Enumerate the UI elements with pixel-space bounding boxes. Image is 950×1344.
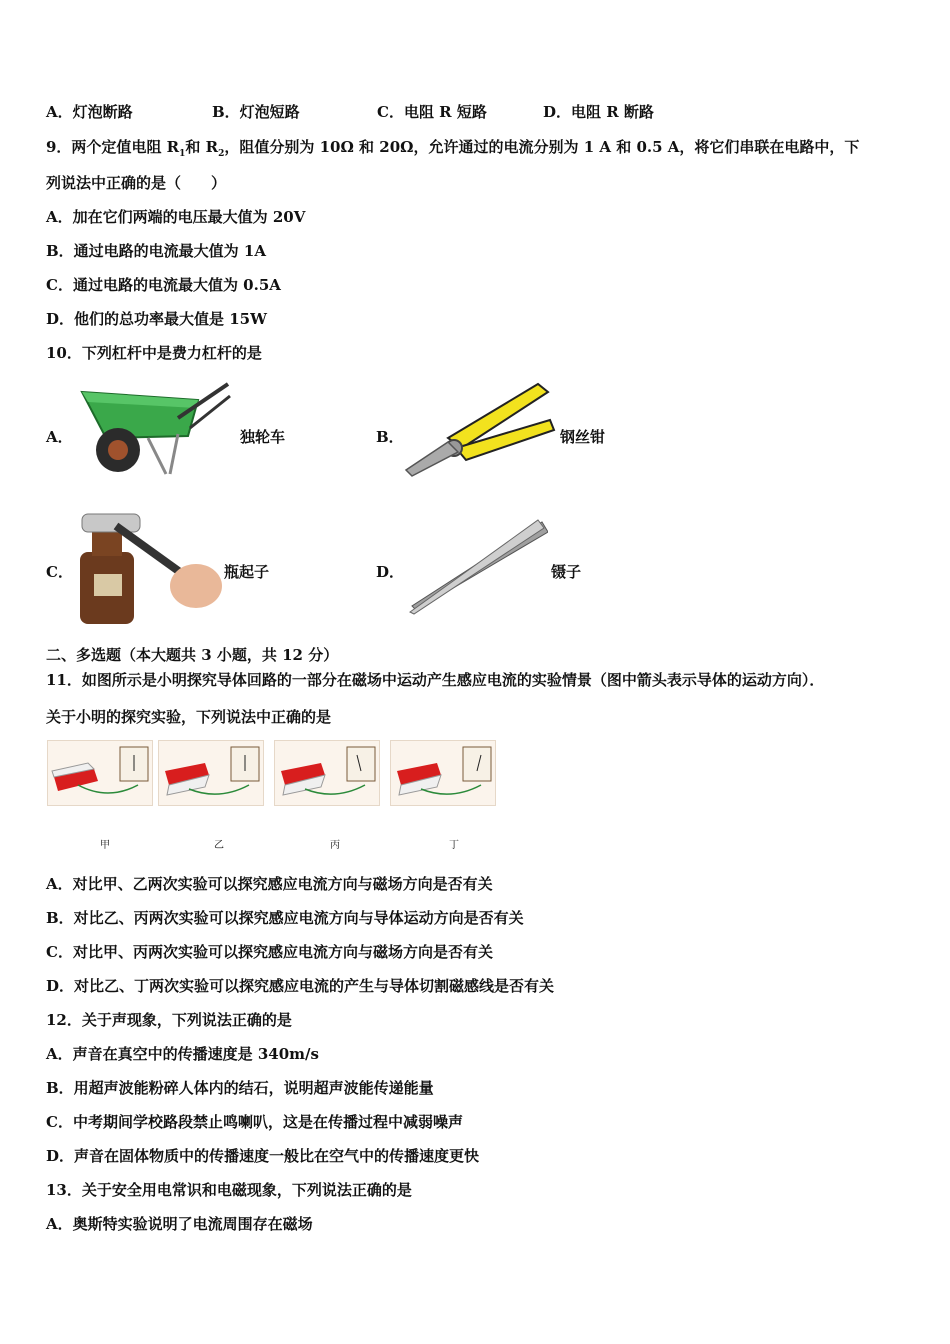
- q9-option-b: B．通过电路的电流最大值为 1A: [46, 242, 266, 260]
- q10-option-c-letter: C．: [46, 563, 73, 581]
- q10-option-b-letter: B．: [376, 428, 404, 446]
- q11-option-b: B．对比乙、丙两次实验可以探究感应电流方向与导体运动方向是否有关: [46, 909, 524, 927]
- q9-option-d: D．他们的总功率最大值是 15W: [46, 310, 267, 328]
- q11-stem-line1: 11．如图所示是小明探究导体回路的一部分在磁场中运动产生感应电流的实验情景（图中箭头表示导体的运动方向）．: [46, 671, 825, 689]
- q11-stem-line2: 关于小明的探究实验，下列说法中正确的是: [46, 708, 332, 726]
- q8-option-c: C．电阻 R 短路: [377, 103, 487, 121]
- pliers-image: [402, 378, 556, 478]
- caption-bing: 丙: [330, 840, 340, 851]
- q10-option-d-name: 镊子: [551, 563, 582, 581]
- q10-option-a-name: 独轮车: [240, 428, 286, 446]
- q9-option-a: A．加在它们两端的电压最大值为 20V: [46, 208, 306, 226]
- q10-option-c-name: 瓶起子: [224, 563, 270, 581]
- q13-option-a: A．奥斯特实验说明了电流周围存在磁场: [46, 1215, 313, 1233]
- q13-stem: 13．关于安全用电常识和电磁现象，下列说法正确的是: [46, 1181, 412, 1199]
- q12-option-d: D．声音在固体物质中的传播速度一般比在空气中的传播速度更快: [46, 1147, 480, 1165]
- q8-option-b: B．灯泡短路: [212, 103, 300, 121]
- q11-option-d: D．对比乙、丁两次实验可以探究感应电流的产生与导体切割磁感线是否有关: [46, 977, 555, 995]
- experiment-image-ding: [390, 740, 496, 806]
- q12-stem: 12．关于声现象，下列说法正确的是: [46, 1011, 292, 1029]
- q9-sub1: 1: [179, 149, 186, 159]
- q9-text-b: 和 R: [185, 138, 219, 156]
- q9-stem-line1: [46, 137, 859, 164]
- q9-option-c: C．通过电路的电流最大值为 0.5A: [46, 276, 281, 294]
- caption-yi: 乙: [214, 840, 224, 851]
- experiment-image-yi: [158, 740, 264, 806]
- q12-option-a: A．声音在真空中的传播速度是 340m/s: [46, 1045, 319, 1063]
- q11-option-c: C．对比甲、丙两次实验可以探究感应电流方向与磁场方向是否有关: [46, 943, 493, 961]
- wheelbarrow-image: [78, 378, 234, 478]
- bottle-opener-image: [76, 512, 222, 624]
- q12-option-b: B．用超声波能粉碎人体内的结石，说明超声波能传递能量: [46, 1079, 434, 1097]
- q10-stem: 10．下列杠杆中是费力杠杆的是: [46, 344, 262, 362]
- q8-options: [0, 102, 950, 122]
- q9-text-c: ，阻值分别为 10Ω 和 20Ω，允许通过的电流分别为 1 A 和 0.5 A，将它们串联在电路中，下: [224, 138, 860, 156]
- caption-jia: 甲: [100, 840, 110, 851]
- q8-option-a: A．灯泡断路: [46, 103, 133, 121]
- experiment-image-jia: [47, 740, 153, 806]
- q9-sub2: 2: [218, 149, 225, 159]
- q9-text-a: 9．两个定值电阻 R: [46, 138, 180, 156]
- q10-option-b-name: 钢丝钳: [560, 428, 606, 446]
- q12-option-c: C．中考期间学校路段禁止鸣喇叭，这是在传播过程中减弱噪声: [46, 1113, 463, 1131]
- q8-option-d: D．电阻 R 断路: [543, 103, 654, 121]
- section-2-heading: 二、多选题（本大题共 3 小题，共 12 分）: [46, 646, 339, 664]
- caption-ding: 丁: [449, 840, 459, 851]
- q10-option-a-letter: A．: [46, 428, 73, 446]
- q11-option-a: A．对比甲、乙两次实验可以探究感应电流方向与磁场方向是否有关: [46, 875, 493, 893]
- experiment-image-bing: [274, 740, 380, 806]
- q10-option-d-letter: D．: [376, 563, 405, 581]
- q9-stem-line2: 列说法中正确的是（ ）: [46, 174, 227, 192]
- tweezers-image: [406, 518, 548, 616]
